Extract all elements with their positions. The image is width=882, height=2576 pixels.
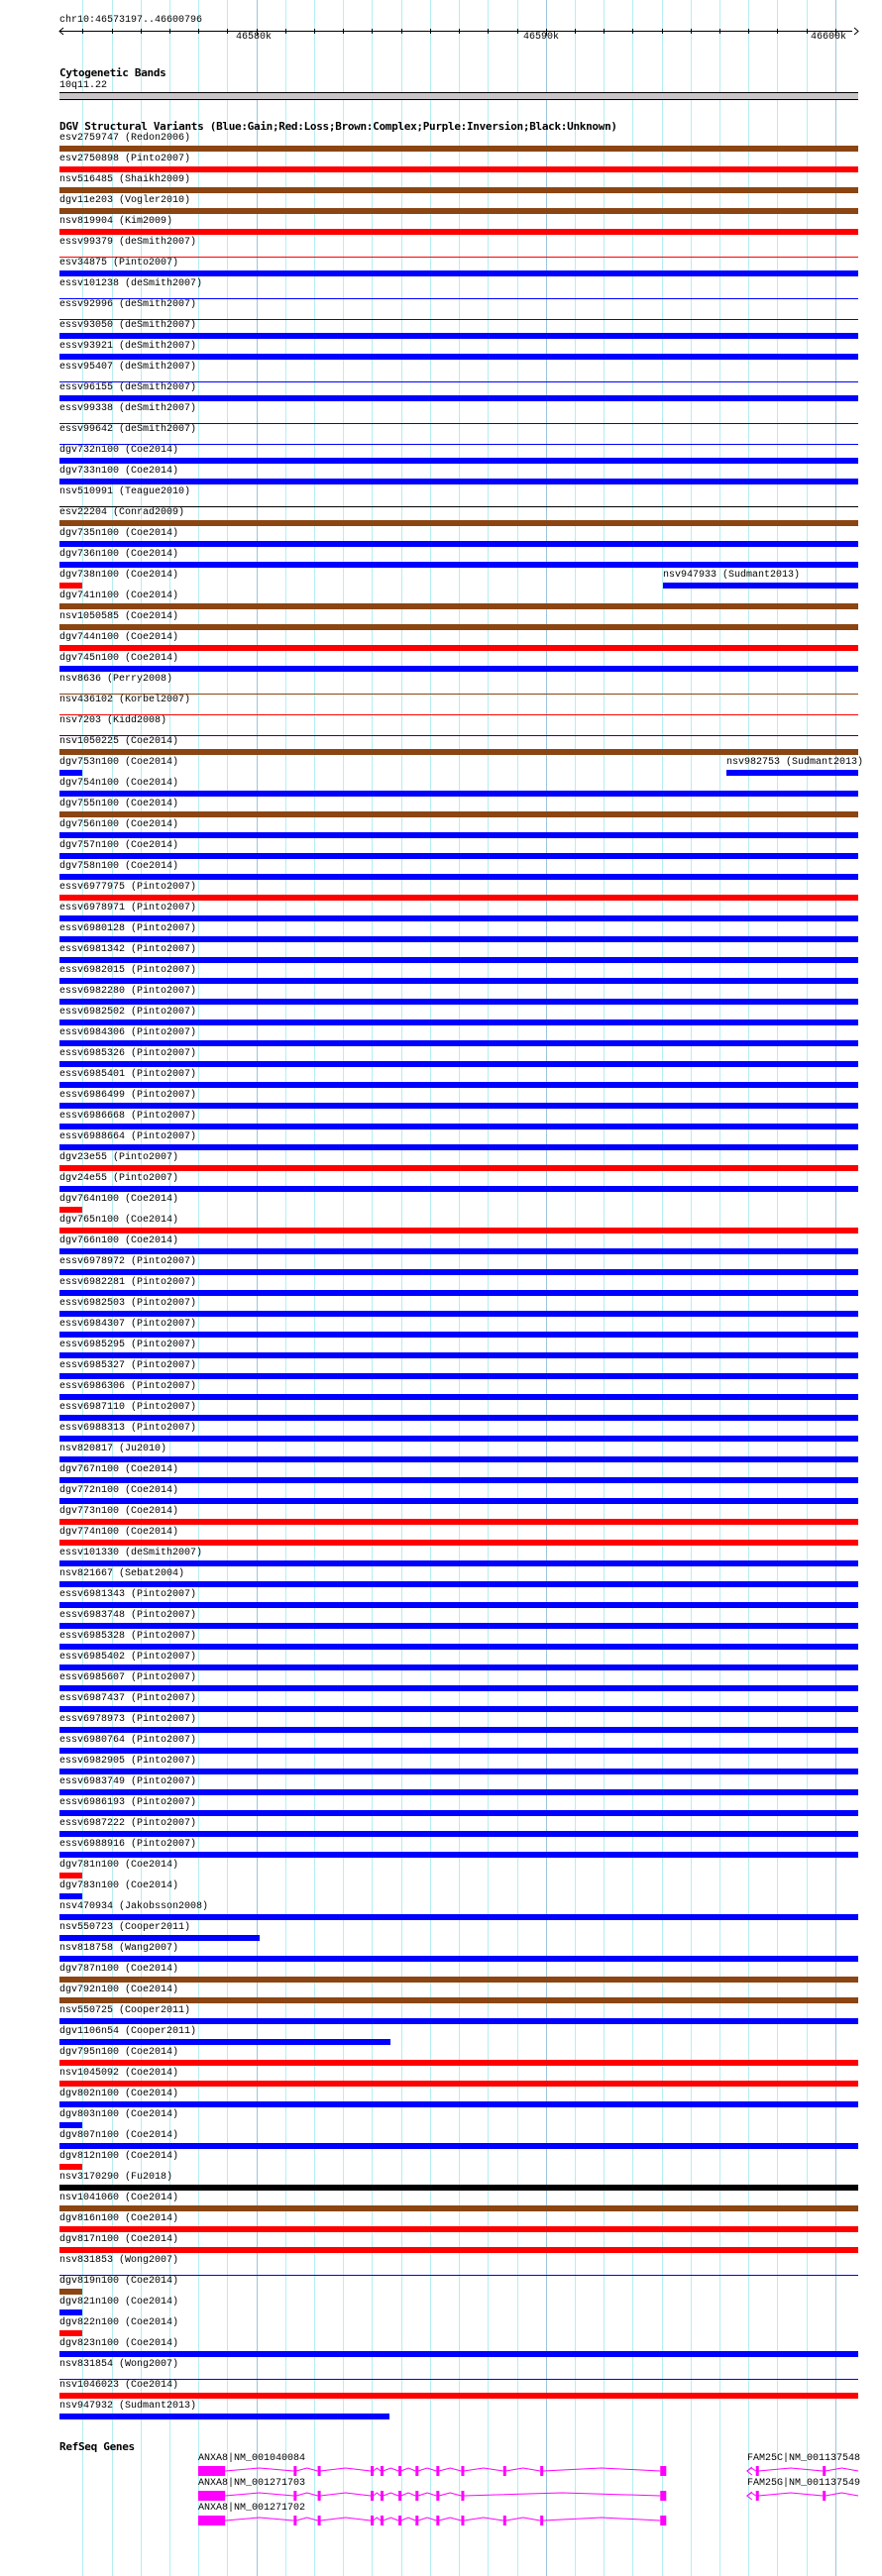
dgv-track-title[interactable]: DGV Structural Variants (Blue:Gain;Red:Loss;Brown:Complex;Purple:Inversion;Black:Unknown) (59, 120, 617, 133)
variant-label[interactable]: dgv774n100 (Coe2014) (59, 1527, 179, 1538)
exon-block (660, 2491, 666, 2501)
variant-label[interactable]: nsv1041060 (Coe2014) (59, 2193, 179, 2203)
variant-label[interactable]: essv6985607 (Pinto2007) (59, 1672, 197, 1683)
variant-label[interactable]: essv93921 (deSmith2007) (59, 341, 197, 352)
variant-label[interactable]: dgv812n100 (Coe2014) (59, 2151, 179, 2162)
variant-label[interactable]: essv6983748 (Pinto2007) (59, 1610, 197, 1621)
intron-line (320, 2468, 371, 2471)
variant-label[interactable]: dgv754n100 (Coe2014) (59, 778, 179, 789)
variant-label[interactable]: nsv436102 (Korbel2007) (59, 695, 191, 705)
variant-label[interactable]: essv6985326 (Pinto2007) (59, 1048, 197, 1059)
tick-label: 46580k (236, 32, 273, 43)
variant-label[interactable]: dgv781n100 (Coe2014) (59, 1860, 179, 1871)
intron-line (225, 2468, 293, 2471)
variant-label[interactable]: dgv753n100 (Coe2014) (59, 757, 179, 768)
intron-line (464, 2468, 503, 2471)
cytoband-label: 10q11.22 (59, 80, 108, 91)
variant-label[interactable]: nsv818758 (Wang2007) (59, 1943, 179, 1954)
exon-block (415, 2466, 418, 2476)
variant-label[interactable]: esv34875 (Pinto2007) (59, 258, 179, 268)
variant-label[interactable]: dgv764n100 (Coe2014) (59, 1194, 179, 1205)
exon-block (371, 2466, 374, 2476)
intron-line (464, 2493, 660, 2496)
exon-block (415, 2491, 418, 2501)
intron-line (384, 2518, 398, 2521)
strand-arrow-icon (747, 2492, 752, 2500)
variant-label[interactable]: essv6982015 (Pinto2007) (59, 965, 197, 976)
variant-label[interactable]: nsv831854 (Wong2007) (59, 2359, 179, 2370)
exon-block (398, 2466, 401, 2476)
variant-label[interactable]: dgv783n100 (Coe2014) (59, 1880, 179, 1891)
exon-block (293, 2516, 296, 2525)
variant-label[interactable]: nsv1050585 (Coe2014) (59, 611, 179, 622)
variant-label[interactable]: dgv792n100 (Coe2014) (59, 1985, 179, 1995)
intron-line (401, 2493, 416, 2496)
variant-label[interactable]: essv6988664 (Pinto2007) (59, 1131, 197, 1142)
intron-line (320, 2518, 371, 2521)
exon-block (318, 2466, 321, 2476)
exon-block (660, 2466, 666, 2476)
exon-block (293, 2491, 296, 2501)
exon-block (381, 2491, 384, 2501)
intron-line (374, 2468, 381, 2471)
cytoband-track-title[interactable]: Cytogenetic Bands (59, 66, 166, 79)
variant-label[interactable]: essv6986306 (Pinto2007) (59, 1381, 197, 1392)
variant-label[interactable]: dgv745n100 (Coe2014) (59, 653, 179, 664)
variant-label[interactable]: dgv766n100 (Coe2014) (59, 1235, 179, 1246)
exon-block (381, 2466, 384, 2476)
intron-line (464, 2518, 503, 2521)
variant-label[interactable]: essv99379 (deSmith2007) (59, 237, 197, 248)
exon-block (756, 2491, 759, 2501)
exon-block (293, 2466, 296, 2476)
variant-label[interactable]: dgv819n100 (Coe2014) (59, 2276, 179, 2287)
variant-label[interactable]: nsv831853 (Wong2007) (59, 2255, 179, 2266)
variant-label[interactable]: essv6987437 (Pinto2007) (59, 1693, 197, 1704)
variant-label[interactable]: dgv733n100 (Coe2014) (59, 466, 179, 477)
exon-block (823, 2491, 826, 2501)
gene-label[interactable]: FAM25G|NM_001137549 (747, 2478, 861, 2489)
variant-label[interactable]: dgv741n100 (Coe2014) (59, 590, 179, 601)
variant-label[interactable]: essv6984307 (Pinto2007) (59, 1319, 197, 1330)
variant-label[interactable]: essv6983749 (Pinto2007) (59, 1776, 197, 1787)
coordinates-label: chr10:46573197..46600796 (59, 15, 203, 26)
exon-block (198, 2466, 225, 2476)
variant-label[interactable]: nsv516485 (Shaikh2009) (59, 174, 191, 185)
variant-label[interactable]: dgv816n100 (Coe2014) (59, 2213, 179, 2224)
exon-block (461, 2516, 464, 2525)
exon-block (436, 2466, 439, 2476)
variant-label[interactable]: nsv1050225 (Coe2014) (59, 736, 179, 747)
variant-label[interactable]: dgv756n100 (Coe2014) (59, 819, 179, 830)
exon-block (398, 2516, 401, 2525)
variant-label[interactable]: essv6988313 (Pinto2007) (59, 1423, 197, 1434)
intron-line (384, 2468, 398, 2471)
exon-block (660, 2516, 666, 2525)
intron-line (543, 2468, 660, 2471)
variant-label[interactable]: essv6987222 (Pinto2007) (59, 1818, 197, 1829)
variant-label[interactable]: dgv821n100 (Coe2014) (59, 2297, 179, 2308)
gene-label[interactable]: ANXA8|NM_001271703 (198, 2478, 306, 2489)
variant-label[interactable]: dgv823n100 (Coe2014) (59, 2338, 179, 2349)
intron-line (296, 2468, 318, 2471)
variant-label[interactable]: essv6985328 (Pinto2007) (59, 1631, 197, 1642)
intron-line (758, 2493, 823, 2496)
exon-block (756, 2466, 759, 2476)
variant-label[interactable]: essv6985295 (Pinto2007) (59, 1340, 197, 1350)
variant-label[interactable]: essv6978971 (Pinto2007) (59, 903, 197, 913)
exon-block (371, 2491, 374, 2501)
intron-line (543, 2518, 660, 2521)
intron-line (401, 2468, 416, 2471)
variant-label[interactable]: essv6978972 (Pinto2007) (59, 1256, 197, 1267)
intron-line (320, 2493, 371, 2496)
variant-label[interactable]: essv6986499 (Pinto2007) (59, 1090, 197, 1101)
variant-label[interactable]: nsv3170290 (Fu2018) (59, 2172, 173, 2183)
tick-label: 46590k (523, 32, 560, 43)
intron-line (418, 2468, 436, 2471)
exon-block (540, 2516, 543, 2525)
variant-label[interactable]: esv22204 (Conrad2009) (59, 507, 185, 518)
gene-model[interactable] (747, 2466, 858, 2476)
exon-block (381, 2516, 384, 2525)
variant-label[interactable]: nsv1045092 (Coe2014) (59, 2068, 179, 2079)
variant-label[interactable]: essv6987110 (Pinto2007) (59, 1402, 197, 1413)
gene-model[interactable] (198, 2491, 666, 2501)
variant-label[interactable]: dgv795n100 (Coe2014) (59, 2047, 179, 2058)
variant-label[interactable]: dgv738n100 (Coe2014) (59, 570, 179, 581)
intron-line (401, 2518, 416, 2521)
variant-label[interactable]: dgv736n100 (Coe2014) (59, 549, 179, 560)
gene-model[interactable] (198, 2516, 666, 2525)
variant-label[interactable]: nsv820817 (Ju2010) (59, 1444, 167, 1454)
variant-label[interactable]: nsv470934 (Jakobsson2008) (59, 1901, 209, 1912)
exon-block (318, 2491, 321, 2501)
variant-label[interactable]: nsv1046023 (Coe2014) (59, 2380, 179, 2391)
intron-line (758, 2468, 823, 2471)
variant-label[interactable]: dgv744n100 (Coe2014) (59, 632, 179, 643)
exon-block (318, 2516, 321, 2525)
variant-label[interactable]: essv6981343 (Pinto2007) (59, 1589, 197, 1600)
variant-label[interactable]: dgv758n100 (Coe2014) (59, 861, 179, 872)
variant-label[interactable]: essv6982502 (Pinto2007) (59, 1007, 197, 1018)
exon-block (371, 2516, 374, 2525)
variant-label[interactable]: nsv947933 (Sudmant2013) (663, 570, 801, 581)
intron-line (505, 2468, 540, 2471)
variant-label[interactable]: essv6982280 (Pinto2007) (59, 986, 197, 997)
variant-label[interactable]: essv93050 (deSmith2007) (59, 320, 197, 331)
variant-label[interactable]: essv6985327 (Pinto2007) (59, 1360, 197, 1371)
variant-label[interactable]: dgv765n100 (Coe2014) (59, 1215, 179, 1226)
intron-line (225, 2493, 293, 2496)
variant-label[interactable]: dgv11e203 (Vogler2010) (59, 195, 191, 206)
variant-label[interactable]: nsv510991 (Teague2010) (59, 486, 191, 497)
variant-label[interactable]: essv6977975 (Pinto2007) (59, 882, 197, 893)
refseq-track-title[interactable]: RefSeq Genes (59, 2440, 135, 2453)
variant-label[interactable]: essv92996 (deSmith2007) (59, 299, 197, 310)
intron-line (439, 2493, 461, 2496)
variant-label[interactable]: nsv982753 (Sudmant2013) (726, 757, 864, 768)
variant-label[interactable]: dgv24e55 (Pinto2007) (59, 1173, 179, 1184)
gene-label[interactable]: ANXA8|NM_001040084 (198, 2453, 306, 2464)
variant-label[interactable]: essv6988916 (Pinto2007) (59, 1839, 197, 1850)
variant-label[interactable]: dgv803n100 (Coe2014) (59, 2109, 179, 2120)
variant-label[interactable]: dgv772n100 (Coe2014) (59, 1485, 179, 1496)
intron-line (418, 2493, 436, 2496)
variant-label[interactable]: esv2759747 (Redon2006) (59, 133, 191, 144)
intron-line (826, 2468, 858, 2471)
variant-label[interactable]: dgv817n100 (Coe2014) (59, 2234, 179, 2245)
intron-line (296, 2493, 318, 2496)
variant-label[interactable]: essv99642 (deSmith2007) (59, 424, 197, 435)
variant-label[interactable]: essv6982503 (Pinto2007) (59, 1298, 197, 1309)
variant-label[interactable]: essv6985402 (Pinto2007) (59, 1652, 197, 1663)
variant-label[interactable]: essv6978973 (Pinto2007) (59, 1714, 197, 1725)
intron-line (505, 2518, 540, 2521)
variant-label[interactable]: essv101330 (deSmith2007) (59, 1548, 203, 1558)
variant-label[interactable]: dgv732n100 (Coe2014) (59, 445, 179, 456)
variant-label[interactable]: dgv767n100 (Coe2014) (59, 1464, 179, 1475)
variant-label[interactable]: dgv755n100 (Coe2014) (59, 799, 179, 809)
exon-block (503, 2466, 506, 2476)
intron-line (826, 2493, 858, 2496)
variant-label[interactable]: essv99338 (deSmith2007) (59, 403, 197, 414)
variant-label[interactable]: essv6982905 (Pinto2007) (59, 1756, 197, 1767)
variant-label[interactable]: nsv947932 (Sudmant2013) (59, 2401, 197, 2412)
exon-block (436, 2491, 439, 2501)
variant-label[interactable]: essv6980764 (Pinto2007) (59, 1735, 197, 1746)
exon-block (461, 2491, 464, 2501)
exon-block (436, 2516, 439, 2525)
variant-label[interactable]: essv6985401 (Pinto2007) (59, 1069, 197, 1080)
tick-label: 46600k (811, 32, 847, 43)
variant-label[interactable]: essv6986193 (Pinto2007) (59, 1797, 197, 1808)
exon-block (823, 2466, 826, 2476)
gene-model[interactable] (198, 2466, 666, 2476)
variant-label[interactable]: nsv550723 (Cooper2011) (59, 1922, 191, 1933)
variant-label[interactable]: essv101238 (deSmith2007) (59, 278, 203, 289)
variant-label[interactable]: nsv821667 (Sebat2004) (59, 1568, 185, 1579)
exon-block (503, 2516, 506, 2525)
exon-block (398, 2491, 401, 2501)
intron-line (296, 2518, 318, 2521)
variant-label[interactable]: dgv1106n54 (Cooper2011) (59, 2026, 197, 2037)
variant-label[interactable]: essv6981342 (Pinto2007) (59, 944, 197, 955)
variant-label[interactable]: dgv757n100 (Coe2014) (59, 840, 179, 851)
intron-line (439, 2518, 461, 2521)
variant-label[interactable]: essv95407 (deSmith2007) (59, 362, 197, 373)
variant-label[interactable]: essv6982281 (Pinto2007) (59, 1277, 197, 1288)
variant-label[interactable]: essv6984306 (Pinto2007) (59, 1027, 197, 1038)
variant-label[interactable]: nsv8636 (Perry2008) (59, 674, 173, 685)
intron-line (225, 2518, 293, 2521)
variant-label[interactable]: essv6986668 (Pinto2007) (59, 1111, 197, 1122)
exon-block (540, 2466, 543, 2476)
variant-label[interactable]: nsv550725 (Cooper2011) (59, 2005, 191, 2016)
variant-label[interactable]: nsv819904 (Kim2009) (59, 216, 173, 227)
intron-line (374, 2493, 381, 2496)
variant-label[interactable]: dgv23e55 (Pinto2007) (59, 1152, 179, 1163)
gene-model[interactable] (747, 2491, 858, 2501)
variant-label[interactable]: dgv735n100 (Coe2014) (59, 528, 179, 539)
exon-block (415, 2516, 418, 2525)
strand-arrow-icon (747, 2467, 752, 2475)
exon-block (198, 2491, 225, 2501)
variant-label[interactable]: dgv807n100 (Coe2014) (59, 2130, 179, 2141)
variant-label[interactable]: nsv7203 (Kidd2008) (59, 715, 167, 726)
variant-label[interactable]: esv2750898 (Pinto2007) (59, 154, 191, 164)
intron-line (439, 2468, 461, 2471)
variant-label[interactable]: dgv822n100 (Coe2014) (59, 2317, 179, 2328)
intron-line (418, 2518, 436, 2521)
exon-block (198, 2516, 225, 2525)
variant-label[interactable]: dgv787n100 (Coe2014) (59, 1964, 179, 1975)
exon-block (461, 2466, 464, 2476)
variant-label[interactable]: dgv802n100 (Coe2014) (59, 2089, 179, 2099)
gene-label[interactable]: ANXA8|NM_001271702 (198, 2503, 306, 2514)
intron-line (374, 2518, 381, 2521)
variant-label[interactable]: dgv773n100 (Coe2014) (59, 1506, 179, 1517)
variant-label[interactable]: essv96155 (deSmith2007) (59, 382, 197, 393)
gene-label[interactable]: FAM25C|NM_001137548 (747, 2453, 861, 2464)
variant-label[interactable]: essv6980128 (Pinto2007) (59, 923, 197, 934)
intron-line (384, 2493, 398, 2496)
